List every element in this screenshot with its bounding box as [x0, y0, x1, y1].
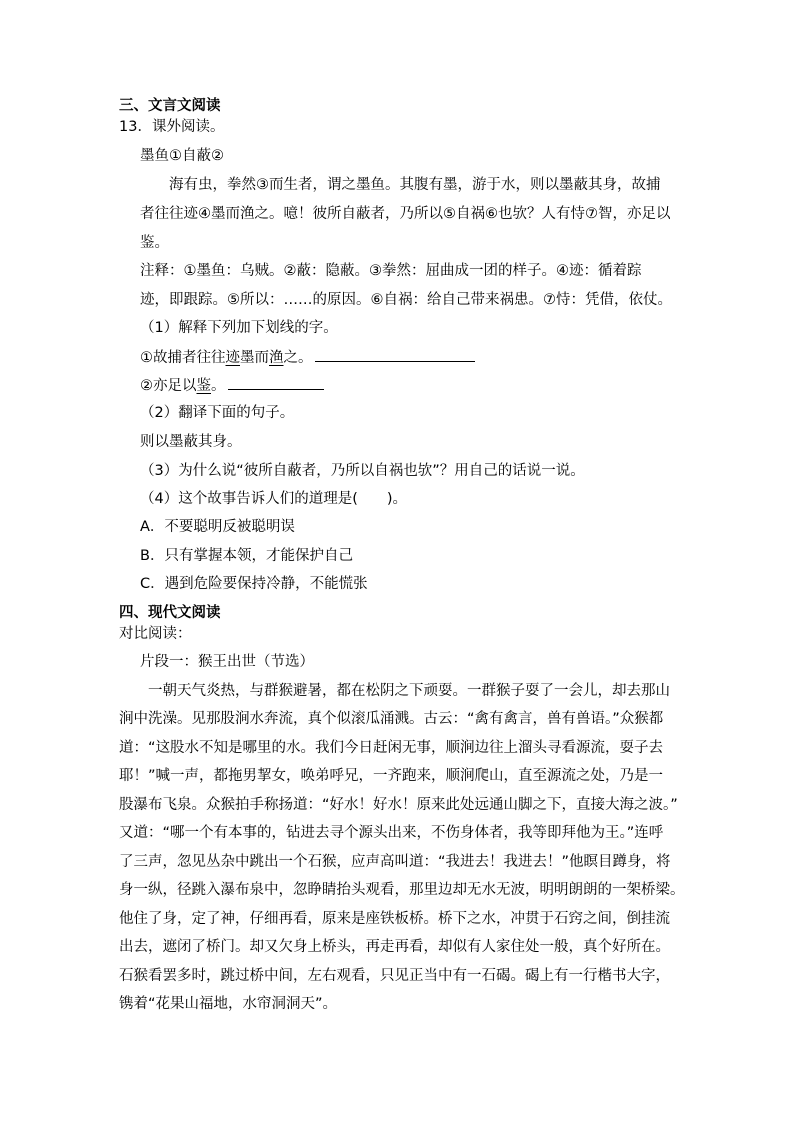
- passage-line: 了三声，忽见丛杂中跳出一个石猴，应声高叫道：“我进去！我进去！”他瞑目蹲身，将: [119, 854, 671, 870]
- question-13-intro: 13．课外阅读。: [119, 119, 225, 135]
- question-1: （1）解释下列加下划线的字。: [140, 320, 338, 336]
- passage-line: 他住了身，定了神，仔细再看，原来是座铁板桥。桥下之水，冲贯于石窍之间，倒挂流: [119, 911, 670, 927]
- passage-line: 镌着“花果山福地，水帘洞洞天”。: [119, 996, 338, 1012]
- underlined-char: 鉴: [196, 378, 211, 394]
- question-1b-text: ②亦足以: [140, 378, 197, 394]
- passage-line: 道：“这股水不知是哪里的水。我们今日赶闲无事，顺涧边往上溜头寻看源流，耍子去: [119, 740, 664, 756]
- passage-title: 墨鱼①自蔽②: [140, 148, 224, 164]
- passage-line: 者往往迹④墨而渔之。噫！彼所自蔽者，乃所以⑤自祸⑥也欤？人有恃⑦智，亦足以: [140, 206, 671, 222]
- passage-line: 鉴。: [140, 235, 169, 251]
- answer-blank[interactable]: [228, 375, 324, 390]
- question-1a: [140, 347, 794, 367]
- passage-line: 又道：“哪一个有本事的，钻进去寻个源头出来，不伤身体者，我等即拜他为王。”连呼: [119, 825, 664, 841]
- underlined-char: 渔: [269, 350, 284, 366]
- question-1b-text: 。: [211, 378, 226, 394]
- notes-line: 注释：①墨鱼：乌贼。②蔽：隐蔽。③拳然：屈曲成一团的样子。④迹：循着踪: [140, 263, 642, 279]
- section-heading-classical: 三、文言文阅读: [119, 98, 221, 114]
- question-4: （4）这个故事告诉人们的道理是( )。: [140, 491, 408, 507]
- answer-blank[interactable]: [315, 347, 475, 362]
- passage-line: 石猴看罢多时，跳过桥中间，左右观看，只见正当中有一石碣。碣上有一行楷书大字，: [119, 968, 670, 984]
- question-1a-text: 墨而: [240, 350, 269, 366]
- option-c[interactable]: C．遇到危险要保持冷静，不能慌张: [140, 576, 368, 592]
- option-b[interactable]: B．只有掌握本领，才能保护自己: [140, 548, 353, 564]
- option-a[interactable]: A．不要聪明反被聪明误: [140, 519, 295, 535]
- passage-line: 身一纵，径跳入瀑布泉中，忽睁睛抬头观看，那里边却无水无波，明明朗朗的一架桥梁。: [119, 882, 685, 898]
- passage-line: 出去，遮闭了桥门。却又欠身上桥头，再走再看，却似有人家住处一般，真个好所在。: [119, 939, 670, 955]
- fragment-1-title: 片段一：猴王出世（节选）: [140, 654, 314, 670]
- question-3: （3）为什么说“彼所自蔽者，乃所以自祸也欤”？用自己的话说一说。: [140, 463, 585, 479]
- question-1a-text: 之。: [283, 350, 313, 366]
- comparison-intro: 对比阅读：: [119, 626, 192, 642]
- passage-line: 一朝天气炎热，与群猴避暑，都在松阴之下顽耍。一群猴子耍了一会儿，却去那山: [148, 683, 670, 699]
- passage-line: 耶！”喊一声，都拖男挈女，唤弟呼兄，一齐跑来，顺涧爬山，直至源流之处，乃是一: [119, 768, 664, 784]
- passage-line: 股瀑布飞泉。众猴拍手称扬道：“好水！好水！原来此处远通山脚之下，直接大海之波。”: [119, 797, 678, 813]
- question-2: （2）翻译下面的句子。: [140, 405, 295, 421]
- notes-line: 迹，即跟踪。⑤所以：……的原因。⑥自祸：给自己带来祸患。⑦恃：凭借，依仗。: [140, 292, 672, 308]
- passage-line: 涧中洗澡。见那股涧水奔流，真个似滚瓜涌溅。古云：“禽有禽言，兽有兽语。”众猴都: [119, 711, 664, 727]
- question-1b: [140, 375, 794, 395]
- section-heading-modern: 四、现代文阅读: [119, 605, 221, 621]
- underlined-char: 迹: [225, 350, 240, 366]
- passage-line: 海有虫，拳然③而生者，谓之墨鱼。其腹有墨，游于水，则以墨蔽其身，故捕: [169, 177, 661, 193]
- question-1a-text: ①故捕者往往: [140, 350, 226, 366]
- question-2-sentence: 则以墨蔽其身。: [140, 434, 242, 450]
